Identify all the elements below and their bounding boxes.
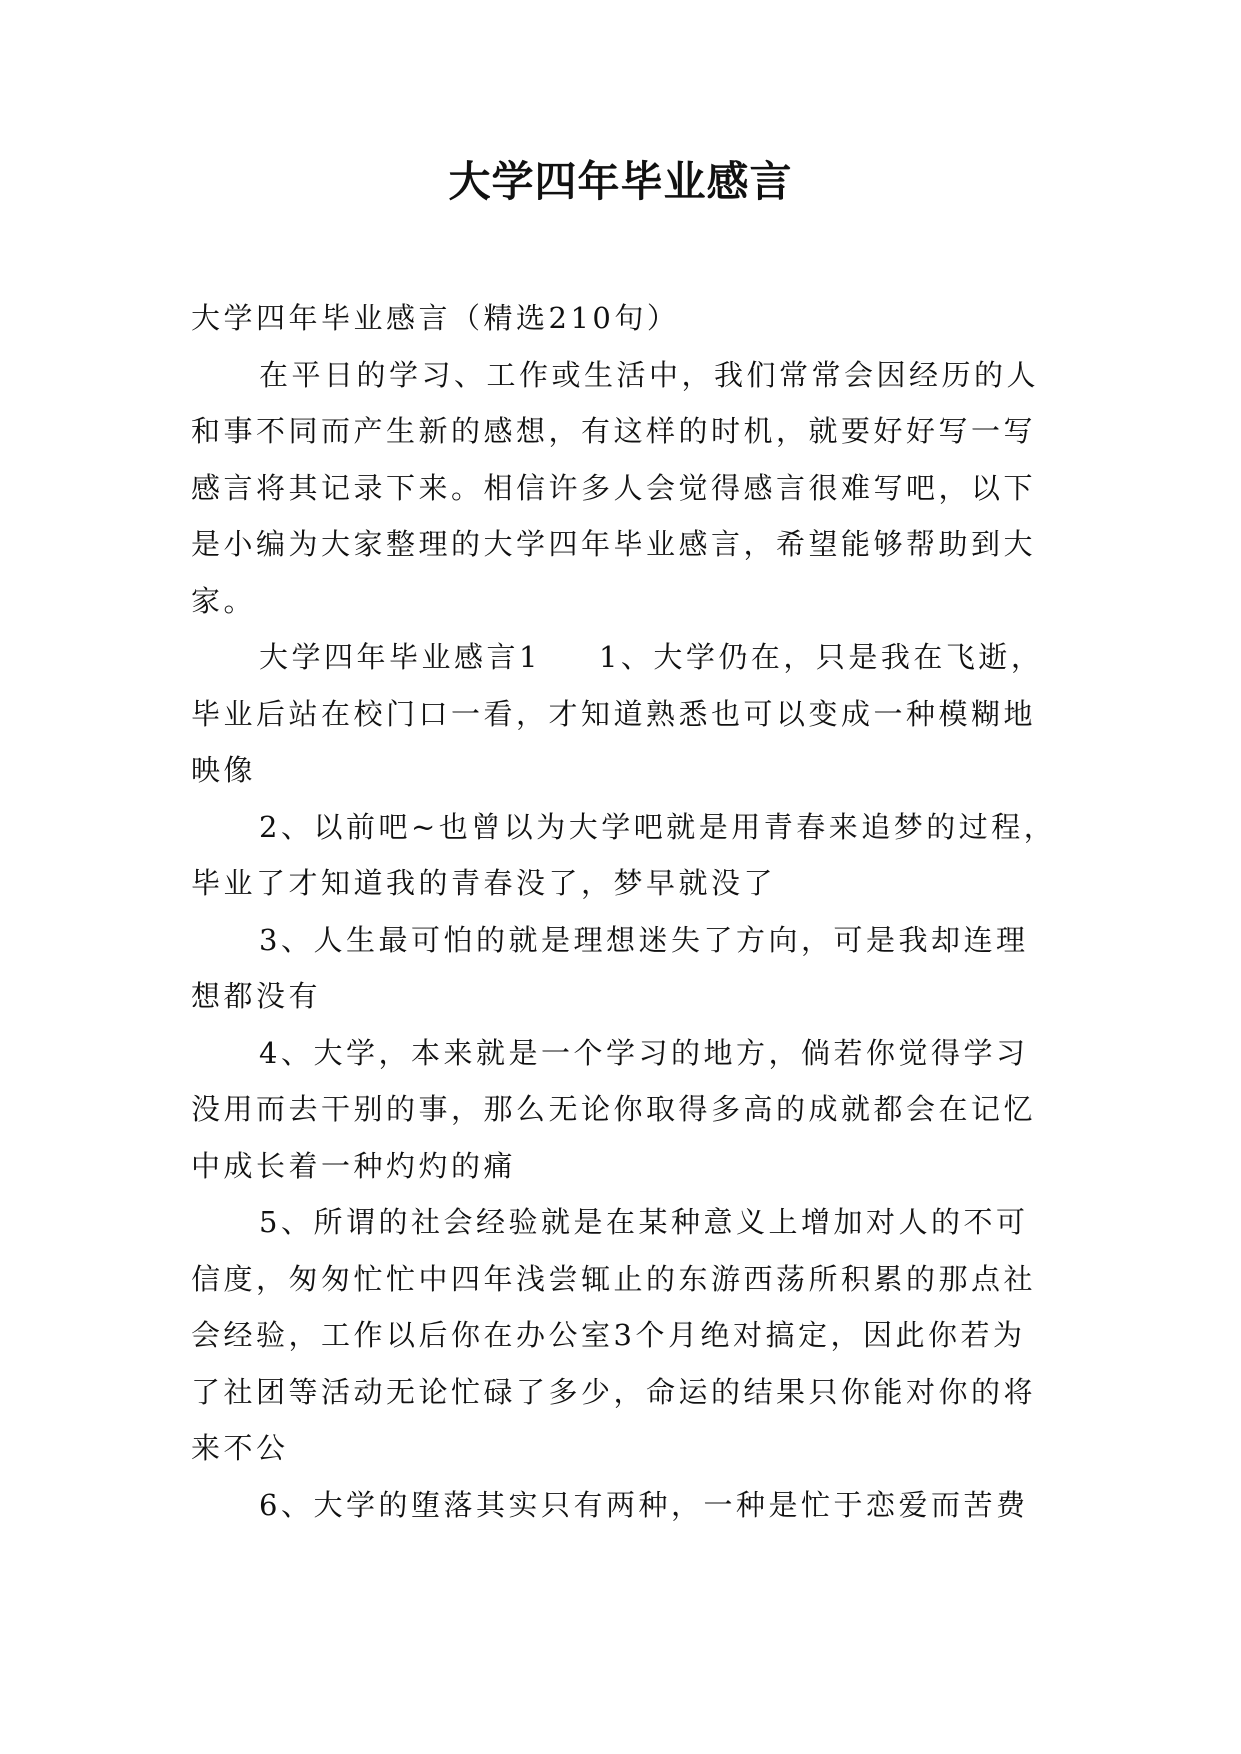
body-line: 家。 <box>191 583 257 618</box>
body-line: 毕业后站在校门口一看，才知道熟悉也可以变成一种模糊地 <box>191 696 1037 731</box>
document-title: 大学四年毕业感言 <box>448 157 793 206</box>
body-line: 了社团等活动无论忙碌了多少，命运的结果只你能对你的将 <box>191 1374 1037 1409</box>
body-line: 2、以前吧~也曾以为大学吧就是用青春来追梦的过程， <box>259 809 1057 844</box>
body-line: 来不公 <box>191 1431 289 1465</box>
body-line: 想都没有 <box>191 979 322 1013</box>
body-line: 3、人生最可怕的就是理想迷失了方向，可是我却连理 <box>259 922 1029 957</box>
body-line: 4、大学，本来就是一个学习的地方，倘若你觉得学习 <box>259 1035 1029 1070</box>
body-line: 没用而去干别的事，那么无论你取得多高的成就都会在记忆 <box>191 1092 1037 1126</box>
body-line: 映像 <box>191 753 257 787</box>
body-line: 毕业了才知道我的青春没了，梦早就没了 <box>191 866 777 900</box>
section-heading: 大学四年毕业感言1 <box>259 640 541 674</box>
body-line: 5、所谓的社会经验就是在某种意义上增加对人的不可 <box>259 1205 1029 1239</box>
body-line: 大学四年毕业感言（精选210句） <box>191 301 680 335</box>
body-line: 是小编为大家整理的大学四年毕业感言，希望能够帮助到大 <box>191 527 1037 561</box>
body-line: 中成长着一种灼灼的痛 <box>191 1148 517 1183</box>
body-line: 感言将其记录下来。相信许多人会觉得感言很难写吧，以下 <box>191 470 1037 505</box>
body-line: 大学四年毕业感言1 1、大学仍在，只是我在飞逝， <box>259 640 1044 674</box>
body-line: 和事不同而产生新的感想，有这样的时机，就要好好写一写 <box>191 414 1037 448</box>
body-line: 信度，匆匆忙忙中四年浅尝辄止的东游西荡所积累的那点社 <box>191 1261 1037 1296</box>
body-line: 6、大学的堕落其实只有两种，一种是忙于恋爱而苦费 <box>259 1487 1029 1522</box>
body-line: 在平日的学习、工作或生活中，我们常常会因经历的人 <box>259 357 1040 392</box>
body-line: 会经验，工作以后你在办公室3个月绝对搞定，因此你若为 <box>191 1318 1026 1352</box>
document-body <box>191 290 1061 1533</box>
